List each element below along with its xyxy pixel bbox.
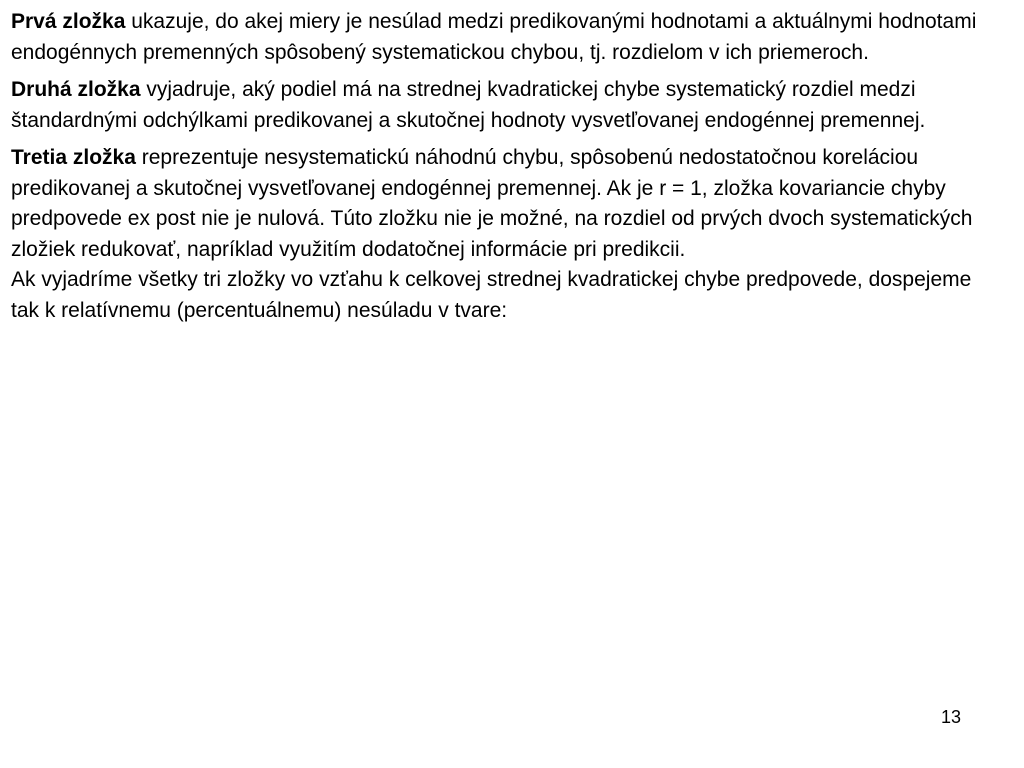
paragraph-second-component: [11, 75, 1001, 136]
paragraph-conclusion: [11, 265, 1001, 326]
paragraph-first-component: [11, 7, 1001, 68]
term-first-component: Prvá zložka: [11, 10, 126, 33]
paragraph-text: Ak vyjadríme všetky tri zložky vo vzťahu k celkovej strednej kvadratickej chybe predpovede, dospejeme tak k relatívnemu (percentuálnemu) nesúladu v tvare:: [11, 268, 972, 322]
paragraph-text: ukazuje, do akej miery je nesúlad medzi predikovanými hodnotami a aktuálnymi hodnotami endogénnych premenných spôsobený systematickou chybou, tj. rozdielom v ich priemeroch.: [11, 10, 977, 64]
paragraph-third-component: [11, 143, 1001, 265]
paragraph-text: vyjadruje, aký podiel má na strednej kvadratickej chybe systematický rozdiel medzi štandardnými odchýlkami predikovanej a skutočnej hodnoty vysvetľovanej endogénnej premennej.: [11, 78, 926, 132]
term-third-component: Tretia zložka: [11, 146, 136, 169]
slide-body: [11, 7, 1001, 326]
paragraph-text: reprezentuje nesystematickú náhodnú chybu, spôsobenú nedostatočnou koreláciou predikovanej a skutočnej vysvetľovanej endogénnej premennej. Ak je r = 1, zložka kovariancie chyby predpovede ex post nie je nulová. Túto zložku nie je možné, na rozdiel od prvých dvoch systematických zložiek redukovať, napríklad využitím dodatočnej informácie pri predikcii.: [11, 146, 973, 261]
slide-number: 13: [941, 707, 962, 727]
term-second-component: Druhá zložka: [11, 78, 141, 101]
